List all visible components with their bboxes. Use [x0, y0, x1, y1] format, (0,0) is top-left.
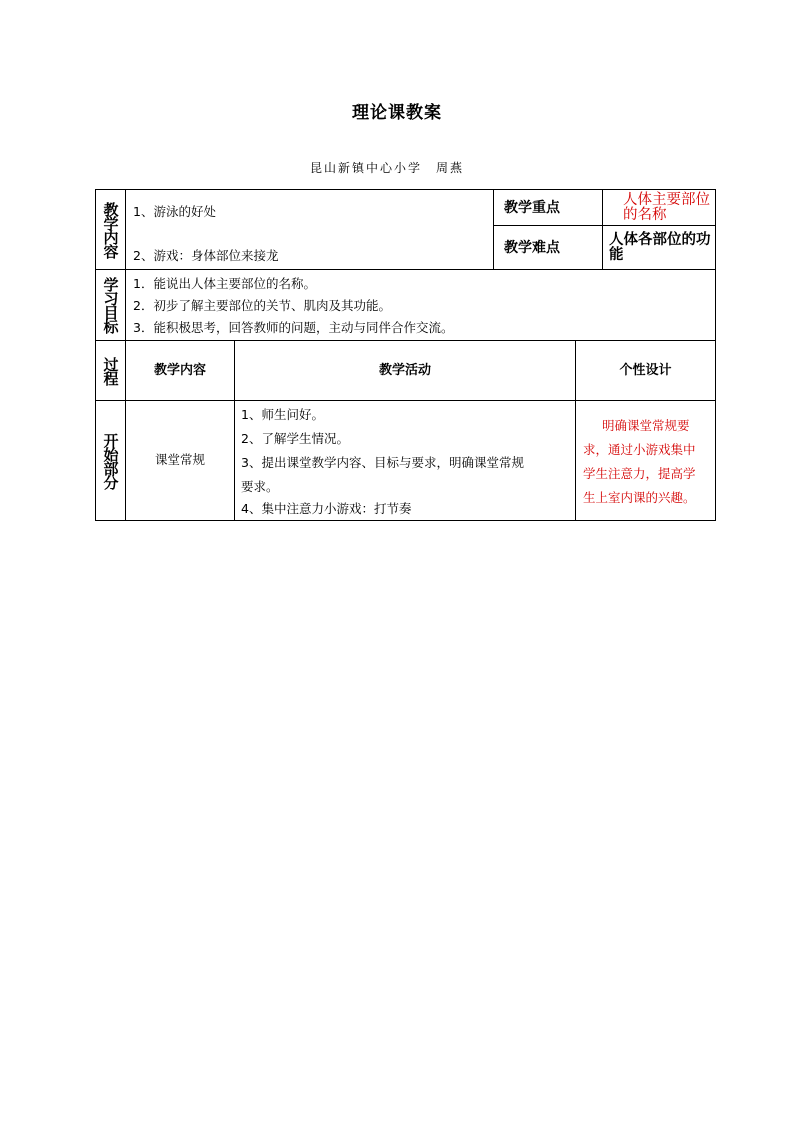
- content-item-1: 1、游泳的好处: [133, 204, 216, 219]
- col-header-activity: 教学活动: [234, 340, 576, 401]
- content-items-cell: [125, 189, 494, 270]
- content-label: 教学内容: [101, 201, 120, 258]
- start-section-design: [575, 400, 716, 521]
- start-section-label: 开始部分: [101, 432, 120, 489]
- activity-line-1: 1、师生问好。: [241, 407, 324, 422]
- activity-line-3: 3、提出课堂教学内容、目标与要求，明确课堂常规: [241, 455, 524, 470]
- difficulty-value: 人体各部位的功能: [602, 225, 716, 270]
- author-line: [310, 159, 464, 176]
- process-label: 过程: [101, 356, 120, 385]
- activity-line-4: 要求。: [241, 479, 279, 494]
- difficulty-label: 教学难点: [493, 225, 603, 270]
- design-line-1: 明确课堂常规要: [602, 418, 690, 433]
- goals-cell: [125, 269, 716, 341]
- design-line-4: 生上室内课的兴趣。: [583, 490, 696, 505]
- start-section-label-cell: [95, 400, 126, 521]
- design-line-2: 求，通过小游戏集中: [583, 442, 696, 457]
- goal-item-2: 2．初步了解主要部位的关节、肌肉及其功能。: [133, 298, 391, 313]
- col-header-content: 教学内容: [125, 340, 235, 401]
- start-section-activities: [234, 400, 576, 521]
- design-line-3: 学生注意力，提高学: [583, 466, 696, 481]
- col-header-design: 个性设计: [575, 340, 716, 401]
- start-section-content: 课堂常规: [125, 400, 235, 521]
- key-point-value: 人体主要部位的名称: [602, 189, 716, 226]
- content-label-cell: [95, 189, 126, 270]
- goal-item-3: 3．能积极思考，回答教师的问题，主动与同伴合作交流。: [133, 320, 454, 335]
- activity-line-2: 2、了解学生情况。: [241, 431, 349, 446]
- process-label-cell: [95, 340, 126, 401]
- goals-label-cell: [95, 269, 126, 341]
- content-item-2: 2、游戏：身体部位来接龙: [133, 248, 279, 263]
- goal-item-1: 1．能说出人体主要部位的名称。: [133, 276, 316, 291]
- goals-label: 学习目标: [101, 277, 120, 333]
- page-title: 理论课教案: [352, 103, 442, 123]
- activity-line-5: 4、集中注意力小游戏：打节奏: [241, 501, 412, 516]
- school-name: 昆山新镇中心小学: [310, 161, 423, 175]
- key-point-label: 教学重点: [493, 189, 603, 226]
- teacher-name: 周燕: [436, 161, 465, 175]
